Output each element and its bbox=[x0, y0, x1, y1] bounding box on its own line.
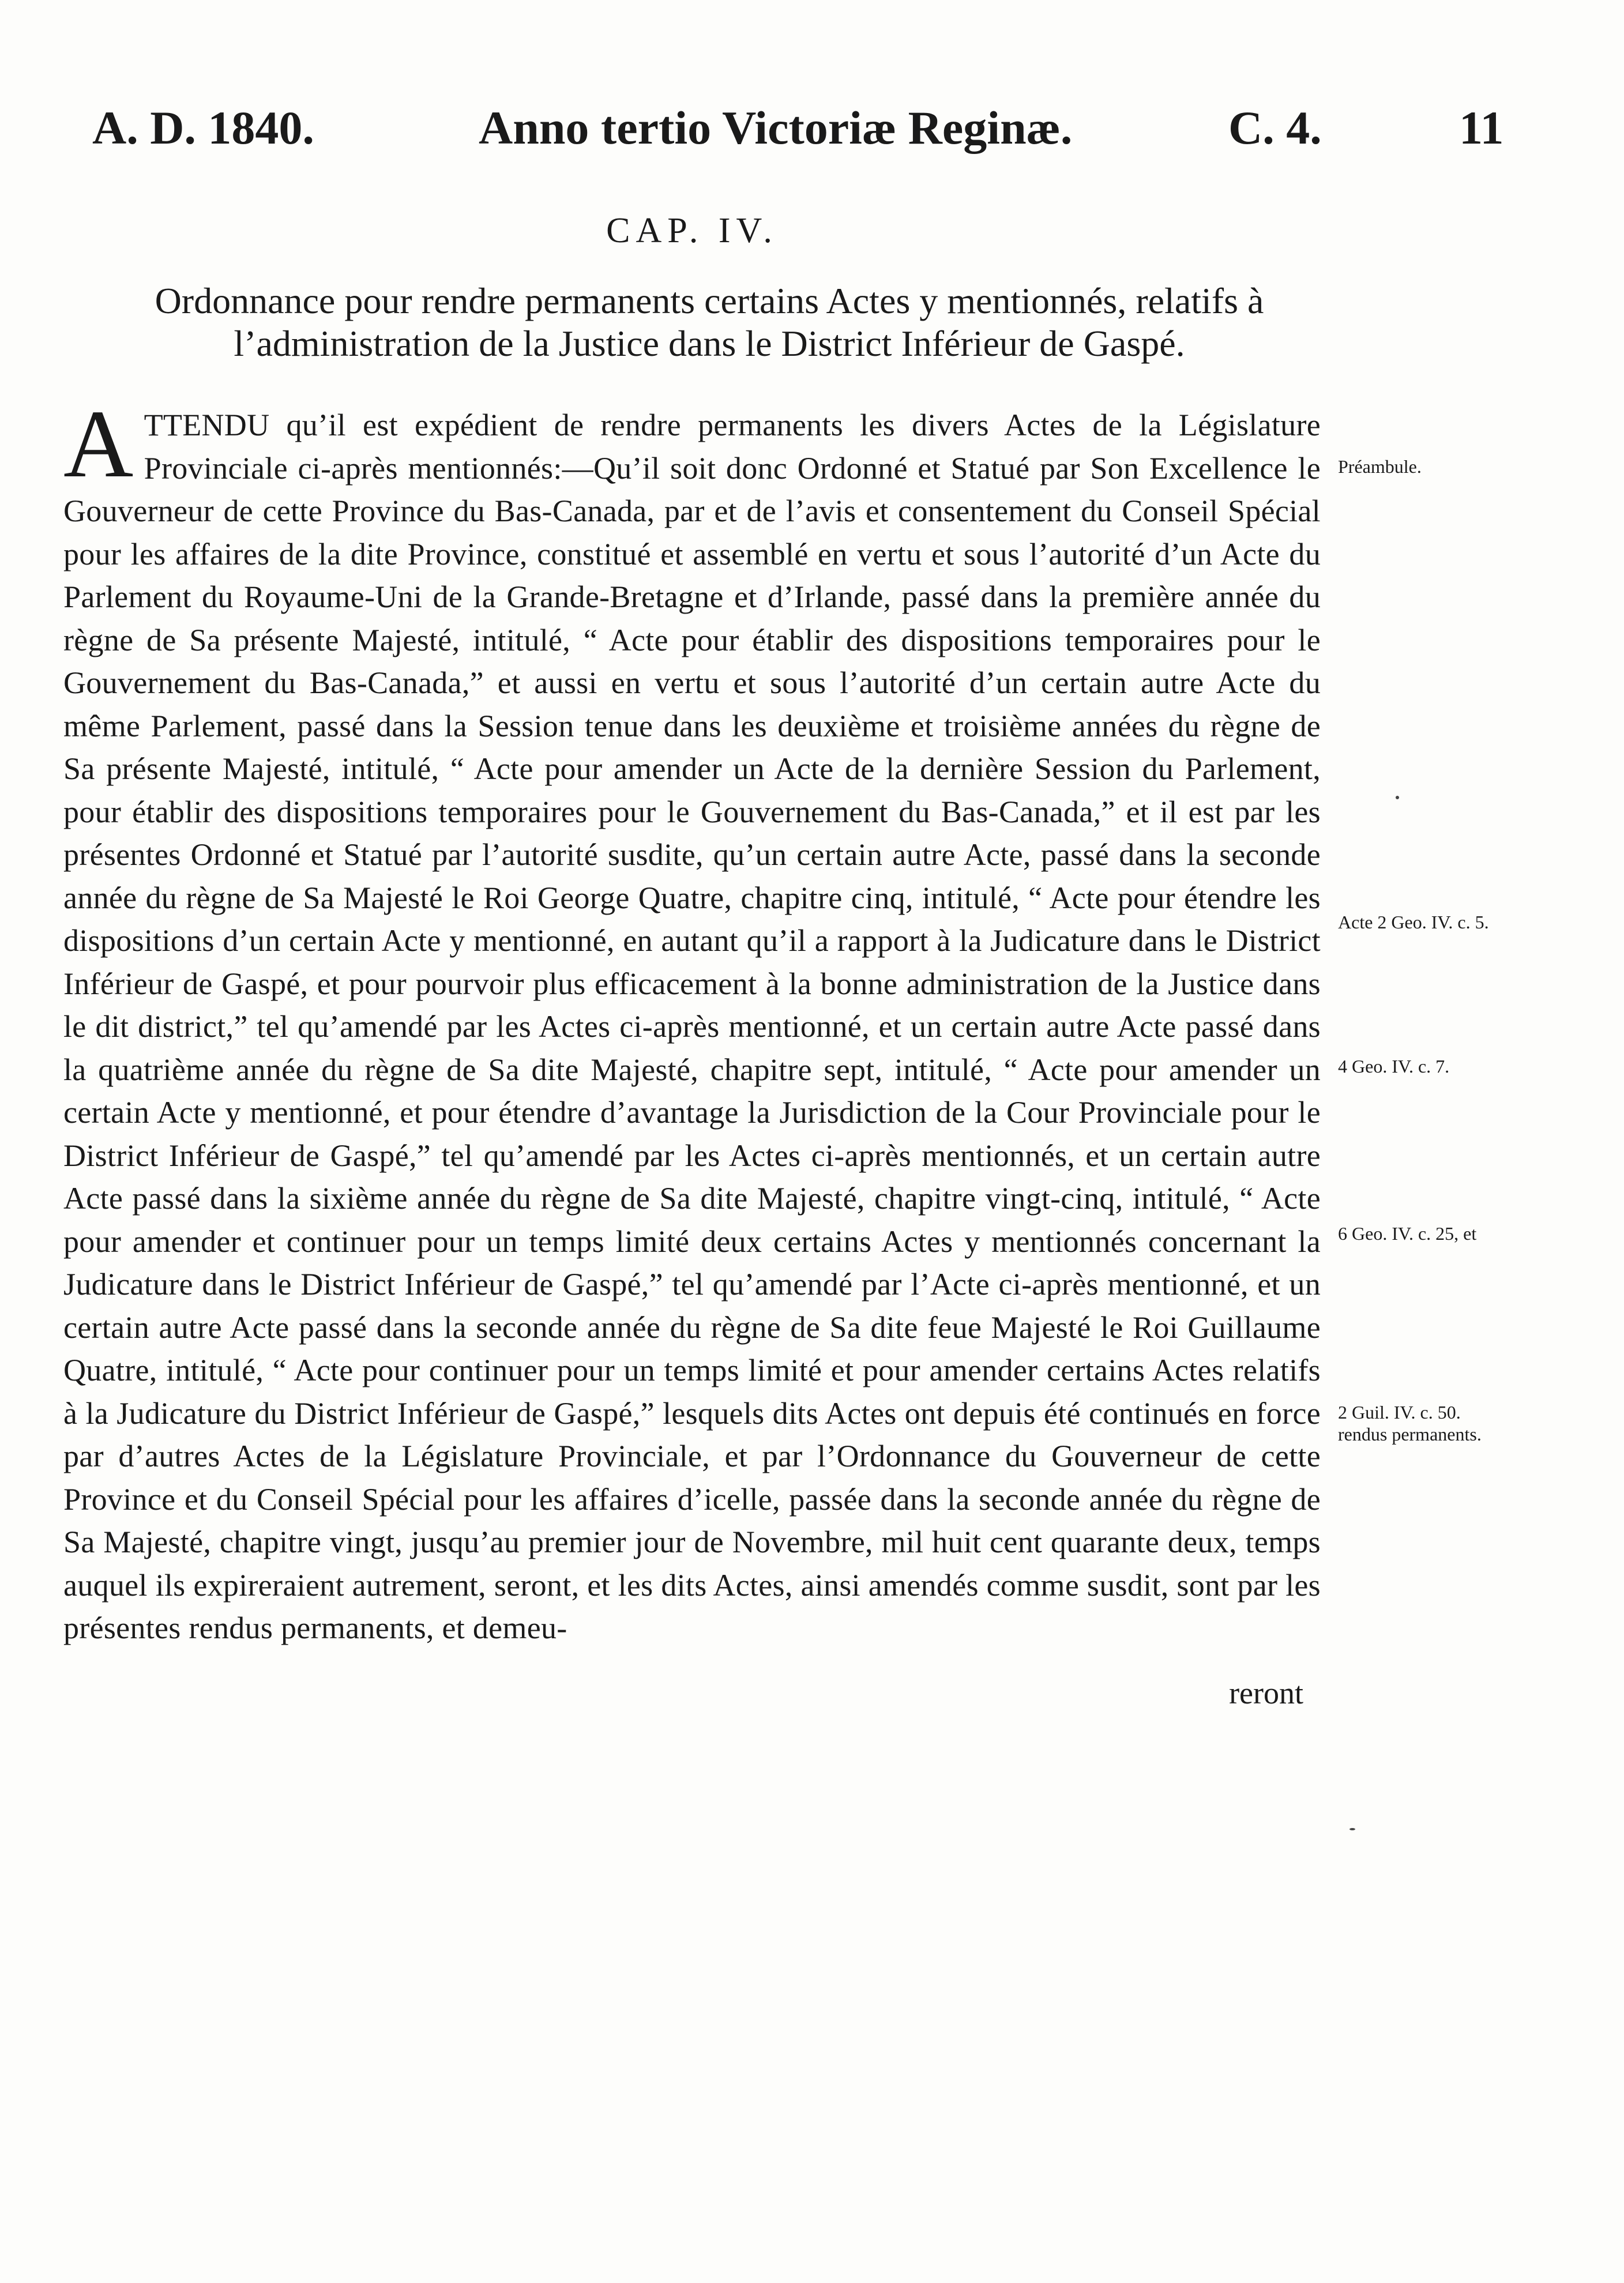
catchword: reront bbox=[1229, 1676, 1303, 1710]
margin-note-2-geo-iv: Acte 2 Geo. IV. c. 5. bbox=[1338, 912, 1489, 932]
margin-note-preamble: Préambule. bbox=[1338, 456, 1422, 477]
body-text bbox=[63, 390, 1321, 1650]
margin-note-4-geo-iv: 4 Geo. IV. c. 7. bbox=[1338, 1056, 1450, 1077]
margin-note-6-geo-iv: 6 Geo. IV. c. 25, et bbox=[1338, 1223, 1477, 1244]
ordinance-title: Ordonnance pour rendre permanents certains Actes y mentionnés, relatifs à l’administration de la Justice dans le District Inférieur de Gaspé. bbox=[155, 280, 1264, 364]
print-speck bbox=[1396, 796, 1399, 799]
page-number: 11 bbox=[1459, 101, 1504, 154]
body-paragraph: TTENDU qu’il est expédient de rendre permanents les divers Actes de la Législature Provinciale ci-après mentionnés:—Qu’il soit donc Ordonné et Statué par Son Excellence le Gouverneur de cette Province du Bas-Canada, par et de l’avis et consentement du Conseil Spécial pour les affaires de la dite Province, constitué et assemblé en vertu et sous l’autorité d’un Acte du Parlement du Royaume-Uni de la Grande-Bretagne et d’Irlande, passé dans la première année du règne de Sa présente Majesté, intitulé, “ Acte pour établir des dispositions temporaires pour le Gouvernement du Bas-Canada,” et aussi en vertu et sous l’autorité d’un certain autre Acte du même Parlement, passé dans la Session tenue dans les deuxième et troisième années du règne de Sa présente Majesté, intitulé, “ Acte pour amender un Acte de la dernière Session du Parlement, pour établir des dispositions temporaires pour le Gouvernement du Bas-Canada,” et il est par les présentes Ordonné et Statué par l’autorité susdite, qu’un certain autre Acte, passé dans la seconde année du règne de Sa Majesté le Roi George Quatre, chapitre cinq, intitulé, “ Acte pour étendre les dispositions d’un certain Acte y mentionné, en autant qu’il a rapport à la Judicature dans le District Inférieur de Gaspé, et pour pourvoir plus efficacement à la bonne administration de la Justice dans le dit district,” tel qu’amendé par les Actes ci-après mentionné, et un certain autre Acte passé dans la quatrième année du règne de Sa dite Majesté, chapitre sept, intitulé, “ Acte pour amender un certain Acte y mentionné, et pour étendre d’avantage la Jurisdiction de la Cour Provinciale pour le District Inférieur de Gaspé,” tel qu’amendé par les Actes ci-après mentionnés, et un certain autre Acte passé dans la sixième année du règne de Sa dite Majesté, chapitre vingt-cinq, intitulé, “ Acte pour amender et continuer pour un temps limité deux certains Actes y mentionnés concernant la Judicature dans le District Inférieur de Gaspé,” tel qu’amendé par l’Acte ci-après mentionné, et un certain autre Acte passé dans la seconde année du règne de Sa dite feue Majesté le Roi Guillaume Quatre, intitulé, “ Acte pour continuer pour un temps limité et pour amender certains Actes relatifs à la Judicature du District Inférieur de Gaspé,” lesquels dits Actes ont depuis été continués en force par d’autres Actes de la Législature Provinciale, et par l’Ordonnance du Gouverneur de cette Province et du Conseil Spécial pour les affaires d’icelle, passée dans la seconde année du règne de Sa Majesté, chapitre vingt, jusqu’au premier jour de Novembre, mil huit cent quarante deux, temps auquel ils expireraient autrement, seront, et les dits Actes, ainsi amendés comme susdit, sont par les présentes rendus permanents, et demeu- bbox=[63, 408, 1321, 1645]
header-title: Anno tertio Victoriæ Reginæ. bbox=[479, 101, 1073, 154]
drop-cap: A bbox=[63, 390, 134, 498]
running-header bbox=[87, 101, 1528, 170]
chapter-heading: CAP. IV. bbox=[606, 211, 778, 250]
print-speck bbox=[1349, 1828, 1355, 1830]
header-year: A. D. 1840. bbox=[92, 101, 314, 154]
margin-note-2-guil-iv: 2 Guil. IV. c. 50. rendus permanents. bbox=[1338, 1402, 1482, 1445]
header-chapter: C. 4. bbox=[1228, 101, 1322, 154]
